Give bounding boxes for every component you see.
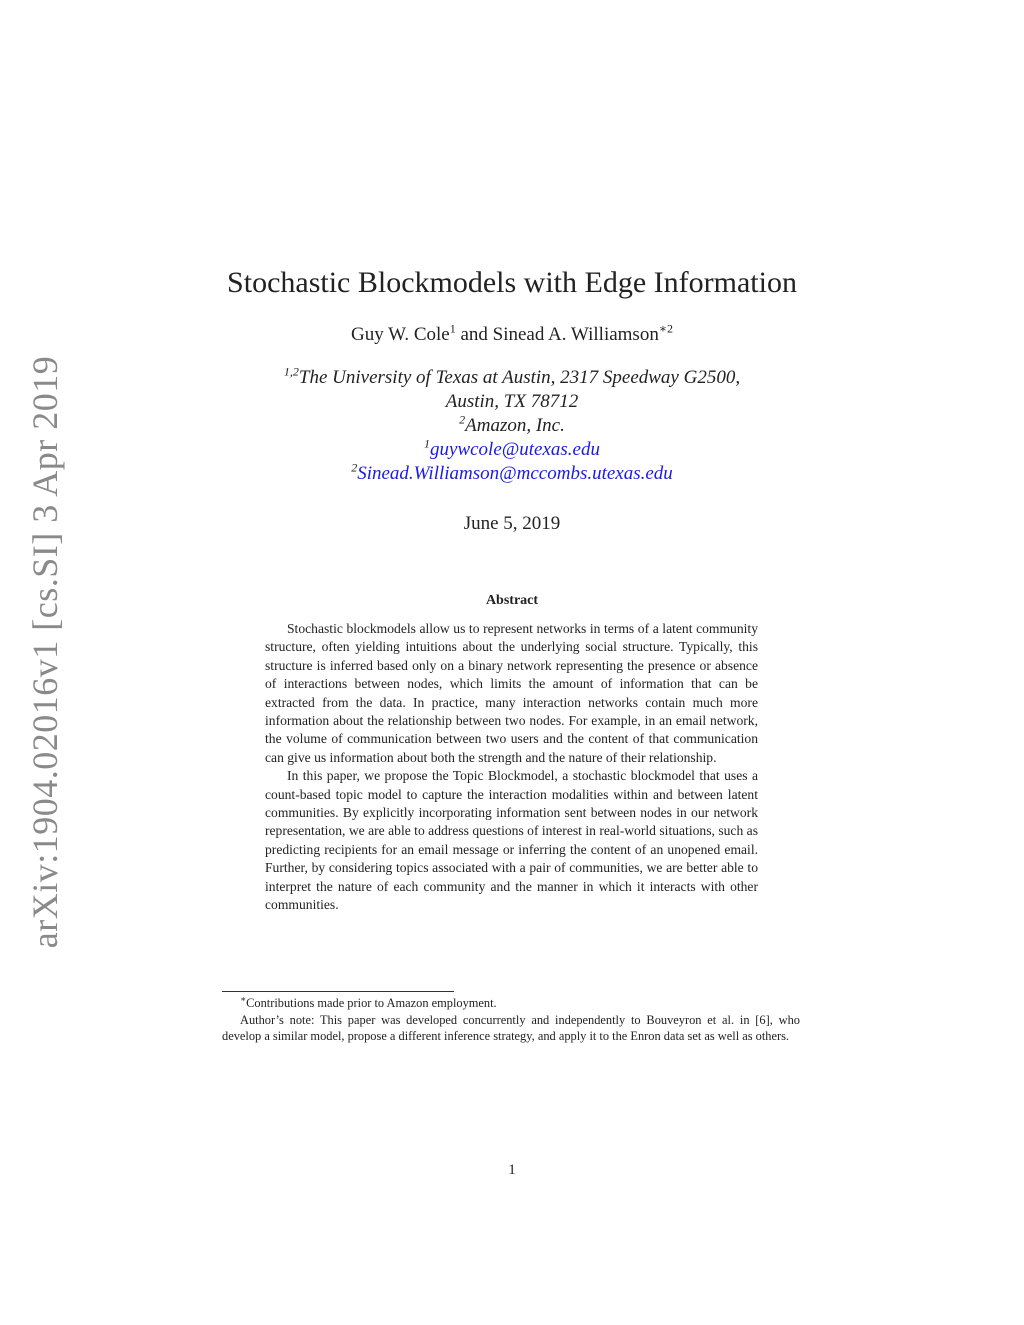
footnote-2: Author’s note: This paper was developed concurrently and independently to Bouveyron et al. in [6], who develop a similar model, propose a different inference strategy, and apply it to the Enron data set as well as others. <box>222 1012 800 1043</box>
author-line <box>0 321 1024 346</box>
paper-date: June 5, 2019 <box>463 513 561 534</box>
affiliation-2-mark: 2 <box>459 412 466 427</box>
affiliation-line-1: $^{1,2}$The University of Texas at Austin, 2317 Speedway G2500, <box>283 364 741 388</box>
affiliation-line-2: Austin, TX 78712 <box>445 391 579 412</box>
email-line-1 <box>0 438 1024 462</box>
email-2-mark: 2 <box>351 460 358 475</box>
email-line-2 <box>0 462 1024 486</box>
affiliation-line-3: $^2$Amazon, Inc. <box>459 412 565 436</box>
email-link-1[interactable]: guywcole@utexas.edu <box>430 439 600 460</box>
abstract-paragraph-2: In this paper, we propose the Topic Blockmodel, a stochastic blockmodel that uses a count-based topic model to capture the interaction modalities within and between latent communities. By explicitly incorporating information sent between nodes in our network representation, we are able to address questions of interest in real-world situations, such as predicting recipients for an email message or inferring the content of an unopened email. Further, by considering topics associated with a pair of communities, we are better able to interpret the nature of each community and the manner in which it interacts with other communities. <box>265 768 758 913</box>
footnote-rule <box>222 991 454 992</box>
affiliations <box>0 366 1024 486</box>
author-1-affil-mark: 1 <box>449 321 456 336</box>
author-conjunction: and <box>455 324 493 345</box>
paper-title: Stochastic Blockmodels with Edge Information <box>227 266 797 299</box>
footnote-1: ∗Contributions made prior to Amazon employment. <box>240 993 497 1010</box>
author-2-affil-mark: ∗2 <box>658 321 673 336</box>
page-number: 1 <box>508 1162 516 1178</box>
footnotes <box>222 995 800 1045</box>
abstract-body <box>265 620 758 915</box>
author-2: Sinead A. Williamson <box>492 324 659 345</box>
arxiv-identifier: arXiv:1904.02016v1 [cs.SI] 3 Apr 2019 <box>25 355 65 949</box>
footnote-1-mark: ∗ <box>240 993 247 1004</box>
abstract-paragraph-1: Stochastic blockmodels allow us to represent networks in terms of a latent community structure, often yielding intuitions about the underlying social structure. Typically, this structure is inferred based only on a binary network representing the presence or absence of interactions between nodes, which limits the amount of information that can be extracted from the data. In practice, many interaction networks contain much more information about the relationship between two nodes. For example, in an email network, the volume of communication between two users and the content of that communication can give us information about both the strength and the nature of their relationship. <box>265 621 758 765</box>
email-1-mark: 1 <box>424 436 431 451</box>
abstract-heading: Abstract <box>485 593 539 608</box>
author-1: Guy W. Cole <box>351 324 450 345</box>
email-link-2[interactable]: Sinead.Williamson@mccombs.utexas.edu <box>357 463 673 484</box>
affiliation-1-mark: 1,2 <box>283 364 299 379</box>
